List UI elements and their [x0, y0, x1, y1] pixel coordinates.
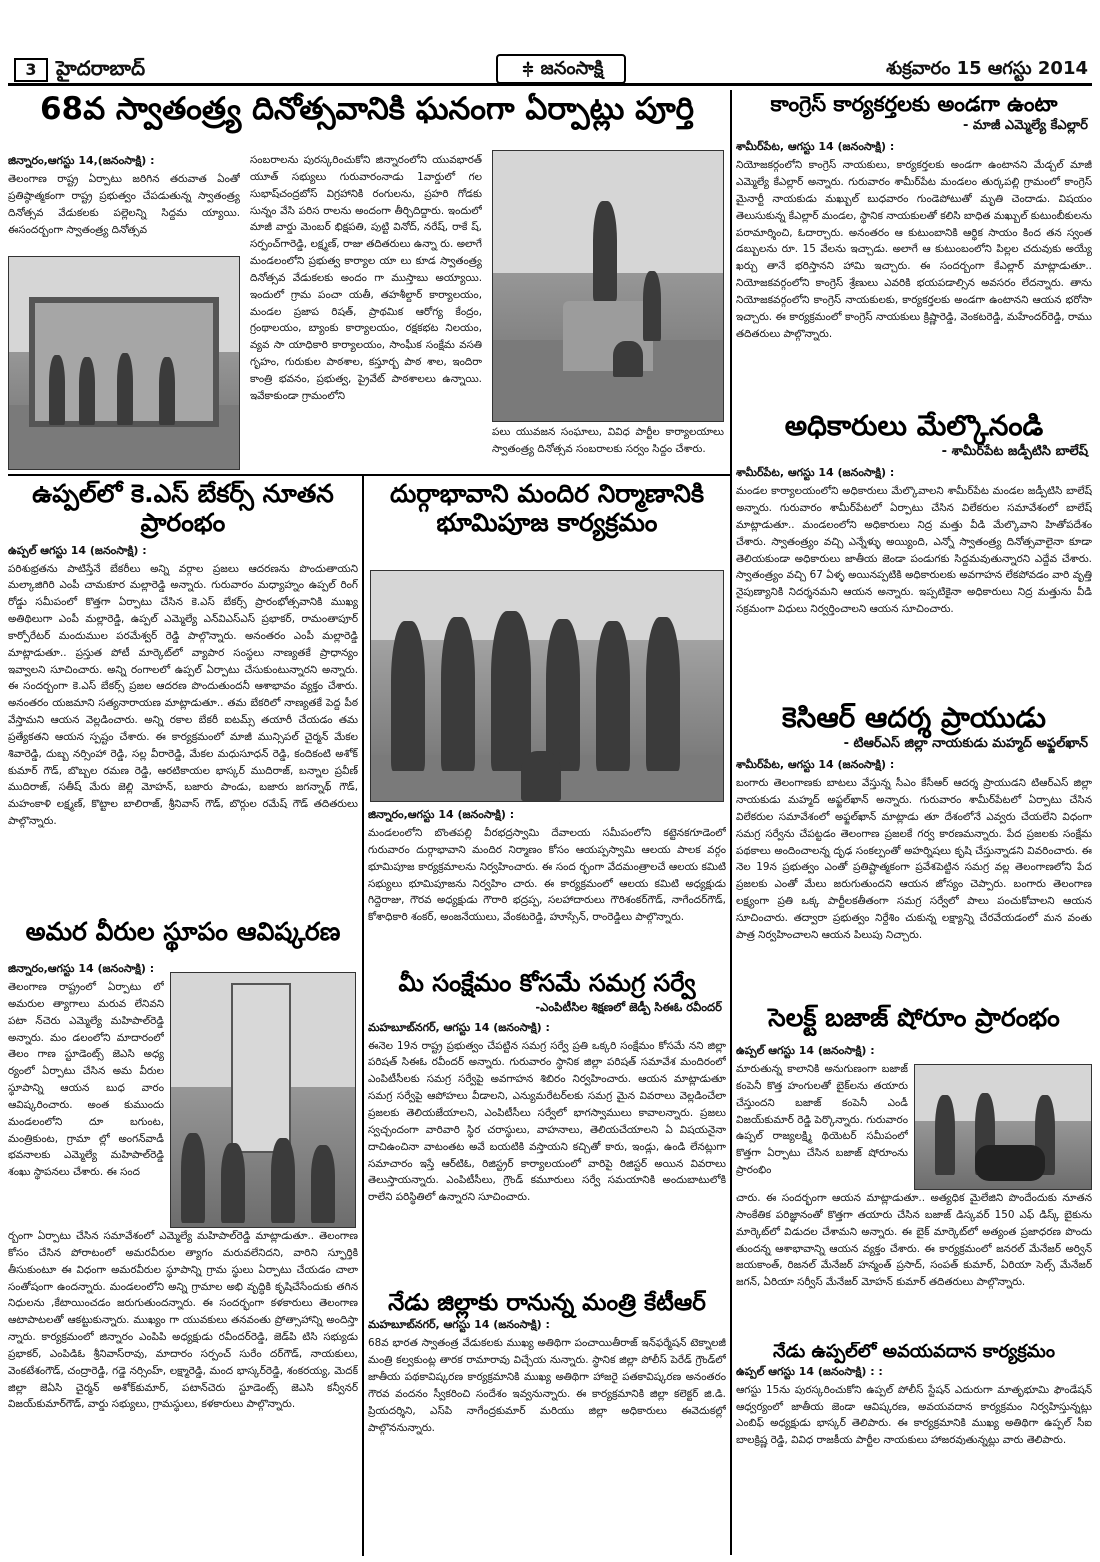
subhead: - మాజీ ఎమ్మెల్యే కేఎల్లార్	[963, 118, 1088, 134]
subhead: - శామీర్‌పేట జడ్పీటిసి బాలేష్	[941, 444, 1088, 460]
dateline: మహబూబ్‌నగర్, ఆగస్టు 14 (జనంసాక్షి) :	[368, 1318, 550, 1332]
dateline: జిన్నారం,ఆగస్టు 14 (జనంసాక్షి) :	[8, 962, 155, 975]
article-text: బంగారు తెలంగాణకు బాటలు వేస్తున్న సీఎం కేసీఆర్ ఆదర్శ ప్రాయుడని టిఆర్ఎస్ జిల్లా నాయకుడు మహ్మద్ అఫ్జల్‌ఖాన్ అన్నారు. గురువారం శామీర్‌పేటలో ఏర్పాటు చేసిన విలేకరుల సమావేశంలో అఫ్జల్‌ఖాన్ మాట్లాడు తూ దేశంలోనే ఎవ్వరు చేయలేని విధంగా సమగ్ర సర్వేను చేపట్టడం తెలంగాణ ప్రజలకే గర్వ కారణమన్నారు. పేద ప్రజలకు సంక్షేమ పథకాలు అందించాలన్న దృఢ సంకల్పంతో అహర్నిషలు కృషి చేస్తున్నాడని వివరించారు. ఈ నెల 19న ప్రభుత్వం ఎంతో ప్రతిష్టాత్మకంగా ప్రవేశపెట్టిన సమగ్ర వల్ల తెలంగాణలోని పేద ప్రజలకు ఎంతో మేలు జరుగుతుందని ఆయన జోస్యం చెప్పారు. బంగారు తెలంగాణ లక్ష్యంగా ప్రతి ఒక్క పార్టీలకతీతంగా సమగ్ర సర్వేలో పాలు పంచుకోవాలని ఆయన సూచించారు. తద్వారా ప్రభుత్వం నిర్దేశిం చుకున్న లక్ష్యాన్ని చేరవేయడంలో మన వంతు పాత్ర నిర్వహించాలని ఆయన పిలుపు నిచ్చారు.	[736, 777, 1092, 941]
page-number: 3	[14, 58, 48, 82]
article-text: ఆగస్టు 15ను పురస్కరించుకోని ఉప్పల్ పోలీస్ స్టేషన్ ఎదురుగా మాతృభూమి ఫౌండేషన్ ఆధ్వర్యంలో జాతీయ జెండా ఆవిష్కరణ, అవయవదాన కార్యక్రమం నిర్వహిస్తున్నట్లు ఎంబిఫ్ అధ్యక్షుడు భాస్కర్ తెలిపారు. ఈ కార్యక్రమానికి ముఖ్య అతిథిగా ఉప్పల్ సీఐ బాలక్రిష్ణ రెడ్డి, వివిధ రాజకీయ పార్టీల నాయకులు హాజరవుతున్నట్లు వారు తెలిపారు.	[736, 1383, 1092, 1447]
article-bajaj-body	[736, 1190, 1092, 1340]
article-text: చారు. ఈ సందర్భంగా ఆయన మాట్లాడుతూ.. అత్యధిక మైలేజిని పొందేందుకు నూతన సాంకేతిక పరిజ్ఞానంతో కొత్తగా తయారు చేసిన బజాజ్ డిస్కవర్ 150 ఎఫ్ డిస్క్ బైకును మార్కెట్‌లో విడుదల చేశామని అన్నారు. ఈ బైక్ మార్కెట్‌లో అత్యంత ప్రజాధరణ పొందు తుందన్న ఆశాభావాన్ని ఆయన వ్యక్తం చేశారు. ఈ కార్యక్రమంలో జనరల్ మేనేజర్ అర్విన్ జయకాంత్, రిజనల్ మేనేజర్ హన్మంత్ ప్రసాద్, సంపత్ కుమార్, ఏరియా సెల్స్ మేనేజర్ జగన్, ఏరియా సర్వీస్ మేనేజర్ మోహన్ కుమార్ తదితరులు పాల్గొన్నారు.	[736, 1192, 1092, 1289]
article-text: తెలంగాణ రాష్ట్రంలో ఏర్పాటు లో అమరుల త్యాగాలు మరువ లేనివని పటా న్‌చెరు ఎమ్మెల్యే మహిపాల్‌రెడ్డి అన్నారు. మం డలంలోని మాదారంలో తెలం గాణ స్టూడెంట్స్ జెఎసి అధ్య ర్యంలో ఏర్పాటు చేసిన అమ వీరుల స్థూపాన్ని ఆయన బుధ వారం ఆవిష్కరించారు. అంత కుముందు మండలంలోని దూ బగుంట, మంత్రికుంట, గ్రామా ల్లో అంగన్‌వాడీ భవనాలకు ఎమ్మెల్యే మహిపాల్‌రెడ్డి శంఖు స్థాపనలు చేశారు. ఈ సంద	[8, 981, 164, 1179]
dateline: ఉప్పల్ ఆగస్టు 14 (జనంసాక్షి) : :	[736, 1364, 883, 1378]
headline: అమర వీరుల స్థూపం ఆవిష్కరణ	[25, 918, 341, 946]
article-officials	[736, 410, 1092, 700]
dateline: మహబూబ్‌నగర్, ఆగస్టు 14 (జనంసాక్షి) :	[368, 1020, 550, 1034]
article-kcr	[736, 702, 1092, 1002]
dateline: జిన్నారం,ఆగస్టు 14 (జనంసాక్షి) :	[368, 808, 515, 821]
dateline: జిన్నారం,ఆగస్టు 14,(జనంసాక్షి) :	[8, 154, 155, 167]
wheat-sprig-icon	[519, 61, 537, 77]
article-main-body	[250, 152, 482, 472]
headline: కెసిఆర్ ఆదర్శ ప్రాయుడు	[782, 702, 1046, 734]
article-organ-donation	[736, 1342, 1092, 1492]
article-text: నియోజకర్గంలోని కాంగ్రెస్ నాయకులు, కార్యకర్తలకు అండగా ఉంటానని మేడ్చల్ మాజీ ఎమ్మెల్యే కేఎల్లార్ అన్నారు. గురువారం శామీర్‌పేట మండలం తుర్కపల్లి గ్రామంలో కాంగ్రెస్ మైనార్టీ నాయకుడు మఖ్బుల్ బుధవారం గుండెపోటుతో మృతి చెందాడు. విషయం తెలుసుకున్న కేఎల్లార్ మండల, స్థానిక నాయకులతో కలిసి బాధిత మఖ్బుల్ కుటుంబీకులను పరామార్శించి, ఓదార్చారు. అనంతరం ఆ కుటుంబానికి ఆర్థిక సాయం కింద తన స్వంత డబ్బులను రూ. 15 వేలను ఇచ్చాడు. అలాగే ఆ కుటుంబంలోని పిల్లల చదువుకు అయ్యే ఖర్చు తానే భరిస్తానని హామి ఇచ్చారు. ఈ సందర్బంగా కేఎల్లార్ మాట్లాడుతూ.. నియోజకవర్గంలోని కాంగ్రెస్ శ్రేణులు ఎవరికి భయపడాల్సిన అవసరం లేదన్నారు. తాను నియోజకవర్గంలోని కాంగ్రెస్ నాయకులకు, కార్యకర్తలకు అండగా ఉంటానని ఆయన భరోసా ఇచ్చారు. ఈ కార్యక్రమంలో కాంగ్రెస్ నాయకులు క్రిష్ణారెడ్డి, వెంకటరెడ్డి, మహేందర్‌రెడ్డి, రాము తదితరులు పాల్గొన్నారు.	[736, 159, 1092, 340]
dateline: శామీర్‌పేట, ఆగస్టు 14 (జనంసాక్షి) :	[736, 758, 895, 772]
article-text: పలు యువజన సంఘాలు, వివిధ పార్టీల కార్యాలయాలు స్వాతంత్ర్య దినోత్సవ సంబరాలకు సర్వం సిద్దం చేశారు.	[492, 426, 724, 455]
newspaper-logo	[496, 54, 626, 84]
article-text: మండలంలోని బొంతపల్లి వీరభద్రస్వామి దేవాలయ సమీపంలోని కట్టెనకగూడెంలో గురువారం దుర్గాభావాని మందిర నిర్మాణం కోసం ఆయప్పస్వామి ఆలయ పాలక వర్గం భూమిపూజ కార్యక్రమాలను నిర్వహించారు. ఈ సంద ర్భంగా వేదమంత్రాలచే ఆలయ కమిటి సభ్యులు భూమిపూజను నిర్వహిం చారు. ఈ కార్యక్రమంలో ఆలయ కమిటి అధ్యక్షుడు గిద్దెరాజు, గౌరవ అధ్యక్షుడు గౌరారి భద్రప్ప, సలహాదారులు గౌరిశంకర్‌గౌడ్, నాగేందర్‌గౌడ్, కోశాధికారి శంకర్, అంజనేయులు, వేంకటరెడ్డి, హూస్సేన్, రాంరెడ్డిలు పాల్గొన్నారు.	[368, 827, 726, 924]
dateline: ఉప్పల్ ఆగస్టు 14 (జనంసాక్షి) :	[736, 1044, 875, 1057]
headline: నేడు జిల్లాకు రానున్న మంత్రి కేటీఆర్	[388, 1290, 706, 1316]
photo-bajaj-showroom	[914, 1064, 1092, 1190]
article-amara-body	[8, 1228, 358, 1556]
headline: 68వ స్వాతంత్ర్య దినోత్సవానికి ఘనంగా ఏర్పాట్లు పూర్తి	[39, 92, 695, 127]
headline: మీ సంక్షేమం కోసమే సమగ్ర సర్వే	[398, 970, 696, 997]
article-bakers	[8, 480, 358, 910]
masthead	[8, 56, 1092, 86]
article-main-intro	[8, 152, 240, 252]
article-amara-head	[8, 918, 358, 958]
article-text: సంబరాలను పురస్కరించుకోని జిన్నారంలోని యువభారత్ యూత్ సభ్యులు గురువారంనాడు 1వార్డులో గల సుభాష్‌చంద్రబోస్ విగ్రహానికి రంగులను, ప్రహరి గోడకు సున్నం వేసి పరిస రాలను అందంగా తీర్చిదిద్దారు. ఇందులో మాజీ వార్డు మెంబర్ భిక్షపతి, పుట్టి వినోద్, నరేష్, రాకే ష్, సర్పంచ్‌గారెడ్డి, లక్ష్మణ్, రాజు తదితరులు ఉన్నా రు. అలాగే మండలంలోని ప్రభుత్వ కార్యాల యా లు కూడ స్వాతంత్ర్య దినోత్సవ వేడుకలకు అందం గా ముస్తాబు అయ్యాయి. ఇందులో గ్రామ పంచా యతీ, తహశీల్దార్ కార్యాలయం, మండల ప్రజాప రిషత్, ప్రాథమిక ఆరోగ్య కేంద్రం, గ్రంథాలయం, బ్యాంకు కార్యాలయం, రక్షకభట నిలయం, వ్యవ సా యాధికారి కార్యాలయం, సాంఘీక సంక్షేమ వసతి గృహం, గురుకుల పాఠశాల, కస్తూర్బ పాఠ శాల, ఇందిరా కాంత్రి భవనం, ప్రభుత్వ, ప్రైవేట్ పాఠశాలలు ఉన్నాయి. ఇవేకాకుండా గ్రామంలోని	[250, 154, 482, 402]
photo-village-building	[8, 256, 240, 470]
column-divider	[730, 90, 732, 1555]
headline: అధికారులు మేల్కొనండి	[784, 410, 1044, 442]
article-text: ఈనెల 19న రాష్ట్ర ప్రభుత్వం చేపట్టిన సమగ్ర సర్వే ప్రతి ఒక్కరి సంక్షేమం కోసమే నని జిల్లా పరిషత్ సిఈఓ రవీందర్ అన్నారు. గురువారం స్థానిక జిల్లా పరిషత్ సమావేశ మందిరంలో ఎంపిటీసీలకు సమగ్ర సర్వేపై అవగాహన శిబిరం నిర్వహించారు. ఆయన మాట్లాడుతూ సమగ్ర సర్వేపై ఆపోహలు వీడాలని, ఎన్యుమరేటర్‌లకు సమగ్ర మైన వివరాలు వెల్లడించేలా ప్రజలకు తెలియజేయాలని, ఎంపిటీసీలు సర్వేలో భాగస్వాములు కావాలన్నారు. ప్రజలు స్వచ్చందంగా వారివారి స్థిర చరాస్థులు, వాహనాలు, తెలియచేయాలని ఏ విషయనైనా దాచిఉంచినా వాటంతట అవే బయటికి వస్తాయని కచ్చితో కారు, ఇండ్లు, ఉండి లేనట్లుగా సమాచారం ఇస్తే ఆర్‌టిఓ, రిజిస్ట్రర్ కార్యాలయంలో వారిపై రిజిస్టర్ అయిన వివరాలు తెలుస్తాయన్నారు. ఎంపిటీసీలు, గ్రౌండ్ కమూరులు సర్వే సమయానికి అందుబాటులోకి రాలేని పరిస్థితిలో ఉన్నారని సూచించారు.	[368, 1039, 726, 1204]
subhead: -ఎంపిటీసిల శిక్షణలో జెడ్పీ సిఈఓ రవీందర్	[535, 999, 722, 1014]
article-bajaj-intro	[736, 1042, 908, 1190]
photo-bhoomi-pooja	[370, 570, 724, 802]
dateline: శామీర్‌పేట, ఆగస్టు 14 (జనంసాక్షి) :	[736, 140, 895, 154]
article-text: పరిశుభ్రతను పాటిస్తేనే బేకరీలు అన్ని వర్గాల ప్రజలు ఆదరణను పొందుతాయని మల్కాజిగిరి ఎంపీ చామకూర మల్లారెడ్డి అన్నారు. గురువారం మధ్యాహ్నం ఉప్పల్ రింగ్ రోడ్డు సమీపంలో కొత్తగా ఏర్పాటు చేసిన కె.ఎస్ బేకర్స్ ప్రారంభోత్సవానికి ముఖ్య అతిథిలుగా ఎంపీ మల్లారెడ్డి, ఉప్పల్ ఎమ్మెల్యే ఎన్‌విఎస్ఎస్ ప్రభాకర్, రామంతాపూర్ కార్పోరేటర్ మందుముల పరమేశ్వర్ రెడ్డి పాల్గొన్నారు. అనంతరం ఎంపీ మల్లారెడ్డి మాట్లాడుతూ.. ప్రస్తుత పోటీ మార్కెట్‌లో వ్యాపార సంస్థలు నాణ్యతకే ప్రాధాన్యం ఇవ్వాలని సూచించారు. అన్ని రంగాలలో ఉప్పల్ ఏర్పాటు చేసుకుంటున్నారని అన్నారు. ఈ సందర్బంగా కె.ఎస్ బేకర్స్ ప్రజల ఆదరణ పొందుతుందనీ ఆశాభావం వ్యక్తం చేశారు. అనంతరం యజమాని సత్యనారాయణ మాట్లాడుతూ.. తమ బేకరిలో నాణ్యతకే పెద్ద పీఠ వేస్తామని ఆయన వెల్లడించారు. అన్ని రకాల బేకరీ ఐటమ్స్ తయారీ చేయడం తమ ప్రత్యేకతని ఆయన స్పష్టం చేశారు. ఈ కార్యక్రమంలో మాజీ మున్సిపల్ చైర్మన్ మేకల శివారెడ్డి, దుబ్బ నర్సింహా రెడ్డి, సల్ల వీరారెడ్డి, మేకల మధుసూధన్ రెడ్డి, కందికంటి అశోక్ కుమార్ గౌడ్, బొబ్బల రమణ రెడ్డి, ఆరటికాయల భాస్కర్ ముదిరాజ్, బన్నాల ప్రవీణ్ ముదిరాజ్, సతీష్ మేరు జెల్లి మోహన్, బజారు పాండు, బజారు జగన్నాథ్ గౌడ్, మహంకాళి లక్ష్మణ్, కొట్టాల బాలిరాజ్, శ్రీనివాస్ గౌడ్, బొర్గుల రమేష్ గౌడ్ తదితరులు పాల్గొన్నారు.	[8, 562, 358, 828]
headline: సెలక్ట్ బజాజ్ షోరూం ప్రారంభం	[768, 1004, 1060, 1032]
headline: ఉప్పల్‌లో కె.ఎస్ బేకర్స్ నూతన ప్రారంభం	[32, 480, 334, 537]
article-survey	[368, 970, 726, 1250]
article-main-tail	[492, 424, 724, 472]
logo-text: జనంసాక్షి	[540, 58, 604, 79]
city-name: హైదరాబాద్	[56, 56, 146, 80]
headline: కాంగ్రెస్ కార్యకర్తలకు అండగా ఉంటా	[770, 92, 1058, 116]
article-durga-head	[368, 480, 726, 564]
article-congress	[736, 92, 1092, 404]
column-divider	[362, 476, 364, 1556]
article-amara-intro	[8, 960, 164, 1228]
photo-bose-statue	[492, 150, 724, 422]
article-bajaj-head	[736, 1004, 1092, 1040]
photo-martyrs-memorial	[170, 972, 356, 1228]
article-durga-body	[368, 806, 726, 968]
article-text: ర్బంగా ఏర్పాటు చేసిన సమావేశంలో ఎమ్మెల్యే మహిపాల్‌రెడ్డి మాట్లాడుతూ.. తెలంగాణ కోసం చేసిన పోరాటంలో అమరవీరుల త్యాగం మరువలేనిదని, వారిని స్ఫూర్తికి తీసుకుంటూ ఈ విధంగా అమరవీరుల స్థూపాన్ని గ్రామ స్థులు ఏర్పాటు చేయడం చాలా సంతోషంగా ఉందన్నారు. మండలంలోని అన్ని గ్రామాల అభి వృద్ధికి కృషిచేసేందుకు తగిన నిధులను ,కేటాయించడం జరుగుతుందన్నారు. ఈ సందర్భంగా కళకారులు తెలంగాణ ఆటాపాటలతో ఆకట్టుకున్నారు. ముఖ్యం గా యువకులు తనవంతు ప్రోత్సాహాన్ని అందిస్తా న్నారు. కార్యక్రమంలో జిన్నారం ఎంపిపి అధ్యక్షుడు రవీందర్‌రెడ్డి, జెడ్‌పి టిసి సభ్యుడు ప్రభాకర్, ఎంపిడిఓ శ్రీనివాస్‌రావు, మాదారం సర్పంచ్ సురేం దర్‌గౌడ్, నాయకులు, వెంకటేశంగౌడ్, చంద్రారెడ్డి, గడ్డె నర్సింహ్, లక్ష్మారెడ్డి, మంద భాస్కర్‌రెడ్డి, శంకరయ్య, మెదక్ జిల్లా జెఏసి చైర్మన్ అశోక్‌కుమార్, పటాన్‌చెరు స్టూడెంట్స్ జెఎసి కన్వీనర్ విజయ్‌కుమార్‌గౌడ్, వార్డు సభ్యులు, గ్రామస్థులు, కళకారులు పాల్గొన్నారు.	[8, 1230, 358, 1411]
article-text: మండల కార్యాలయంలోని అధికారులు మేల్కొవాలని శామీర్‌పేట మండల జడ్పీటిసి బాలేష్ అన్నారు. గురువారం శామీర్‌పేటలో ఏర్పాటు చేసిన విలేకరుల సమావేశంలో బాలేష్ మాట్లాడుతూ.. మండలంలోని అధికారులు నిద్ర మత్తు వీడి మేల్కొవాని హితోపదేశం చేశారు. స్వాతంత్ర్యం వచ్చి ఎన్నేళ్ళు అయ్యింది, ఎన్నో స్వాతంత్ర్య దినోత్సవాలైనా కూడా తెలియకుండా అధికారులు జాతీయ జెండా పండుగకు సిద్దమవుతున్నారని ఎద్దేవ చేశారు. స్వాతంత్ర్యం వచ్చి 67 ఏళ్ళ అయినప్పటికి అధికారులకు అవగాహన లేకపోవడం వారి వృత్తి నైపుణ్యానికి నిదర్శనమని ఆయన అన్నారు. ఇప్పటికైనా అధికారులు నిద్ర మత్తును వీడి సక్రమంగా విధులు నిర్వర్తించాలని ఆయన సూచించారు.	[736, 485, 1092, 616]
headline: దుర్గాభావాని మందిర నిర్మాణానికి భూమిపూజ కార్యక్రమం	[389, 480, 704, 537]
article-text: మారుతున్న కాలానికి అనుగుణంగా బజాజ్ కంపెనీ కొత్త హంగులతో బైక్‌లను తయారు చేస్తుందని బజాజ్ కంపెనీ ఎండీ విజయ్‌కుమార్ రెడ్డి పెర్కొన్నారు. గురువారం ఉప్పల్ రాజ్యలక్ష్మి థియెటర్ సమీపంలో కొత్తగా ఏర్పాటు చేసిన బజాజ్ షోరూంను ప్రారంభిం	[736, 1063, 908, 1177]
dateline: శామీర్‌పేట, ఆగస్టు 14 (జనంసాక్షి) :	[736, 466, 895, 480]
section-divider	[8, 474, 730, 476]
headline: నేడు ఉప్పల్‌లో అవయవదాన కార్యక్రమం	[773, 1342, 1055, 1362]
article-text: 68వ భారత స్వాతంత్ర వేడుకలకు ముఖ్య అతిథిగా పంచాయితీరాజ్ ఇన్‌ఫర్మేషన్ టెక్నాలజీ మంత్రి కల్వకుంట్ల తారక రామారావు విచ్చేయ నున్నారు. స్థానిక జిల్లా పోలీస్ పెరేడ్ గ్రౌండ్‌లో జాతీయ పథకావిష్కరణ కార్యక్రమానికి ముఖ్య అతిథిగా హాజరై పతకావిష్కరణ అనంతరం గౌరవ వందనం స్వీకరించి సందేశం ఇవ్వనున్నారు. ఈ కార్యక్రమానికి జిల్లా కలెక్టర్ జి.డి. ప్రియదర్శిని, ఎస్‌పి నాగేంద్రకుమార్ మరియు జిల్లా అధికారులు ఈవెదుకల్లో పాల్గొననున్నారు.	[368, 1337, 726, 1434]
subhead: - టిఆర్ఎస్ జిల్లా నాయకుడు మహ్మద్ అఫ్జల్‌ఖాన్	[843, 736, 1088, 752]
article-ktr	[368, 1290, 726, 1556]
issue-date: శుక్రవారం 15 ఆగస్టు 2014	[886, 58, 1088, 79]
article-text: తెలంగాణ రాష్ట్ర ఏర్పాటు జరిగిన తరువాత ఏంతో ప్రతిష్ఠాత్మకంగా రాష్ట్ర ప్రభుత్వం చేపడుతున్న స్వాతంత్ర్య దినోత్సవ వేడుకలకు పల్లెలన్ని సిద్దమ య్యాయి. ఈసందర్బంగా స్వాతంత్ర్య దినోత్సవ	[8, 173, 240, 236]
dateline: ఉప్పల్ ఆగస్టు 14 (జనంసాక్షి) :	[8, 543, 147, 557]
